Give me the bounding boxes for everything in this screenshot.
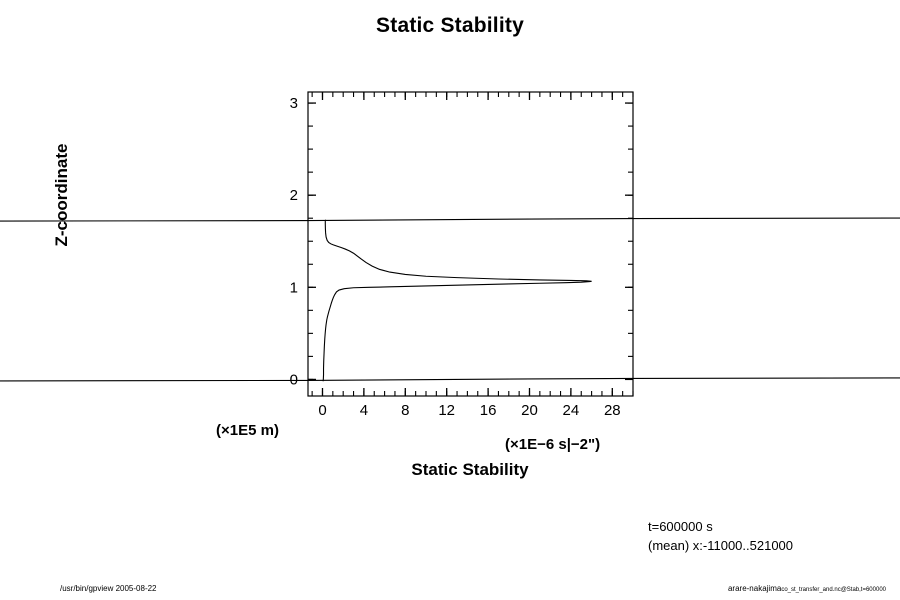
- svg-text:0: 0: [318, 402, 327, 419]
- annotation-time: t=600000 s: [648, 519, 713, 534]
- footer-right-detail: co_st_transfer_and.nc@Stab,t=600000: [781, 587, 886, 593]
- data-series: [0, 218, 900, 381]
- y-axis-label: Z-coordinate: [52, 143, 71, 247]
- annotation-mean-range: (mean) x:-11000..521000: [648, 538, 794, 553]
- y-axis-unit-label: (×1E5 m): [216, 422, 279, 439]
- axis-tick-labels: [290, 95, 621, 419]
- footer-right-main: arare-nakajima: [727, 584, 782, 593]
- svg-text:12: 12: [438, 402, 456, 419]
- footer-left-text: /usr/bin/gpview 2005-08-22: [60, 584, 157, 593]
- svg-text:0: 0: [289, 371, 298, 389]
- svg-text:3: 3: [289, 95, 298, 113]
- axis-ticks: [308, 92, 633, 396]
- svg-text:20: 20: [521, 402, 538, 419]
- footer-right-text: [728, 584, 886, 593]
- svg-text:24: 24: [562, 402, 580, 419]
- bottom-title: Static Stability: [411, 460, 529, 479]
- svg-text:28: 28: [603, 402, 621, 419]
- x-axis-unit-label: (×1E−6 s|−2"): [505, 436, 601, 453]
- page-title: Static Stability: [376, 14, 524, 37]
- svg-text:4: 4: [359, 402, 369, 419]
- svg-text:1: 1: [289, 279, 298, 297]
- plot-frame: [308, 92, 633, 396]
- svg-text:16: 16: [479, 402, 497, 419]
- svg-text:8: 8: [401, 402, 410, 419]
- svg-text:2: 2: [289, 187, 298, 205]
